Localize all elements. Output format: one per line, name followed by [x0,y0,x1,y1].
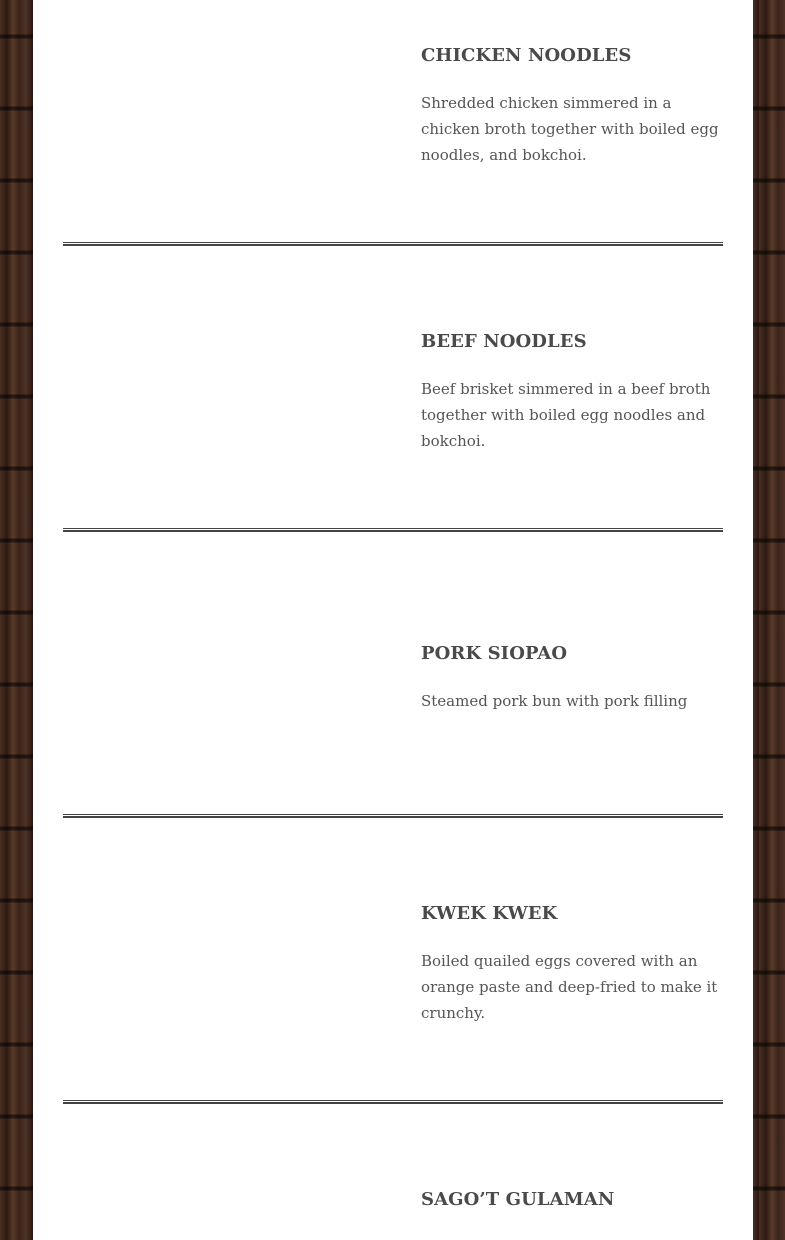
menu-item-description: Boiled quailed eggs covered with an orange paste and deep-fried to make it crunchy. [421,952,718,1022]
menu-item-description: Shredded chicken simmered in a chicken broth together with boiled egg noodles, and bokchoi. [421,94,719,164]
menu-panel [33,0,753,1240]
menu-item-title: SAGO’T GULAMAN [421,1189,615,1210]
menu-item-image [63,878,393,1078]
menu-item [33,858,753,1144]
menu-divider [63,242,723,246]
menu-item-text [421,330,723,454]
menu-item-text [421,902,723,1026]
menu-item-image [63,592,393,792]
menu-item-image [63,20,393,220]
menu-item [33,1144,753,1240]
menu-item [33,0,753,286]
menu-item-title: CHICKEN NOODLES [421,45,632,66]
menu-item-description: Beef brisket simmered in a beef broth together with boiled egg noodles and bokchoi. [421,380,711,450]
menu-item-title: BEEF NOODLES [421,331,587,352]
menu-divider [63,1100,723,1104]
menu-item-image [63,1164,393,1240]
menu-item [33,572,753,858]
menu-item-text [421,1188,723,1234]
menu-item-title: KWEK KWEK [421,903,558,924]
menu-item-text [421,642,723,714]
menu-item-description: Steamed pork bun with pork filling [421,692,688,710]
menu-item-title: PORK SIOPAO [421,643,568,664]
menu-item-image [63,306,393,506]
menu-item [33,286,753,572]
menu-item-text [421,44,723,168]
menu-divider [63,528,723,532]
menu-divider [63,814,723,818]
